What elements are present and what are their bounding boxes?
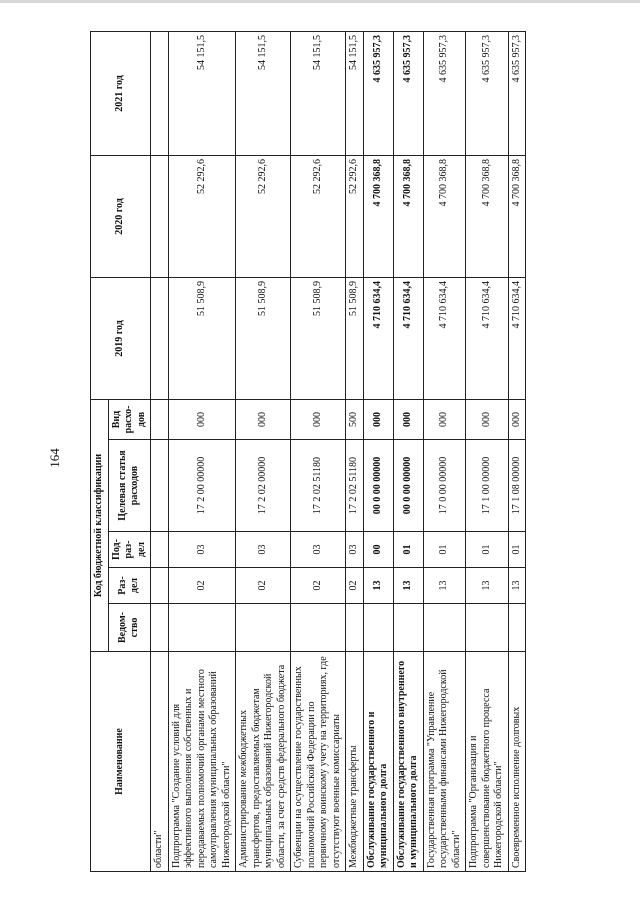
table-row [346,32,364,872]
cell-vid: 000 [423,400,466,440]
header-razdel: Раз-дел [108,568,151,604]
cell-2019 [151,278,169,400]
budget-table [90,31,526,872]
cell-2020: 4 700 368,8 [508,156,526,278]
cell-razdel: 13 [393,568,423,604]
cell-2020: 4 700 368,8 [363,156,393,278]
cell-razdel: 13 [363,568,393,604]
cell-celevaya: 17 1 08 00000 [508,440,526,532]
cell-podrazdel: 03 [346,532,364,568]
cell-2021: 54 151,5 [168,32,236,156]
header-name: Наименование [91,652,151,872]
cell-podrazdel: 00 [363,532,393,568]
cell-2021: 4 635 957,3 [393,32,423,156]
cell-vedomstvo [168,604,236,652]
cell-2021: 54 151,5 [236,32,291,156]
rotated-page [90,32,550,872]
cell-2020: 52 292,6 [168,156,236,278]
header-podrazdel: Под-раз-дел [108,532,151,568]
table-row [466,32,509,872]
cell-2020: 52 292,6 [346,156,364,278]
header-2021: 2021 год [91,32,151,156]
cell-razdel: 13 [466,568,509,604]
cell-2020 [151,156,169,278]
cell-razdel: 13 [508,568,526,604]
cell-celevaya: 17 2 00 00000 [168,440,236,532]
cell-2019: 4 710 634,4 [508,278,526,400]
cell-2021: 4 635 957,3 [508,32,526,156]
cell-celevaya: 17 1 00 00000 [466,440,509,532]
cell-2019: 51 508,9 [168,278,236,400]
cell-name: Обслуживание государственного внутреннего и муниципального долга [393,652,423,872]
cell-celevaya: 00 0 00 00000 [363,440,393,532]
cell-2020: 52 292,6 [236,156,291,278]
cell-vedomstvo [236,604,291,652]
table-row [508,32,526,872]
cell-vedomstvo [466,604,509,652]
scan-edge [0,0,640,3]
page-number: 164 [47,448,62,468]
cell-podrazdel [151,532,169,568]
cell-vedomstvo [423,604,466,652]
cell-2019: 51 508,9 [346,278,364,400]
cell-vedomstvo [508,604,526,652]
cell-name: Государственная программа "Управление государственными финансами Нижегородской области" [423,652,466,872]
cell-vedomstvo [291,604,346,652]
cell-name: Подпрограмма "Организация и совершенствование бюджетного процесса Нижегородской области" [466,652,509,872]
cell-2021 [151,32,169,156]
cell-vid: 000 [363,400,393,440]
table-row [168,32,236,872]
header-celevaya: Целевая статья расходов [108,440,151,532]
cell-name: Своевременное исполнение долговых [508,652,526,872]
table-row [291,32,346,872]
cell-podrazdel: 03 [168,532,236,568]
cell-celevaya: 00 0 00 00000 [393,440,423,532]
cell-vid: 000 [466,400,509,440]
cell-razdel: 02 [236,568,291,604]
cell-vid: 500 [346,400,364,440]
cell-razdel: 02 [346,568,364,604]
header-2019: 2019 год [91,278,151,400]
cell-vid [151,400,169,440]
cell-2019: 4 710 634,4 [423,278,466,400]
cell-celevaya: 17 2 02 00000 [236,440,291,532]
cell-name: Администрирование межбюджетных трансфертов, предоставляемых бюджетам муниципальных образований Нижегородской области, за счет средств федерального бюджета [236,652,291,872]
cell-2020: 52 292,6 [291,156,346,278]
cell-2021: 54 151,5 [291,32,346,156]
cell-celevaya: 17 2 02 51180 [291,440,346,532]
cell-2020: 4 700 368,8 [393,156,423,278]
cell-name: Межбюджетные трансферты [346,652,364,872]
cell-vid: 000 [291,400,346,440]
cell-podrazdel: 01 [466,532,509,568]
table-row [236,32,291,872]
cell-2020: 4 700 368,8 [423,156,466,278]
header-2020: 2020 год [91,156,151,278]
cell-razdel: 02 [168,568,236,604]
table-body [151,32,526,872]
cell-podrazdel: 01 [393,532,423,568]
cell-podrazdel: 03 [291,532,346,568]
cell-razdel: 13 [423,568,466,604]
cell-vid: 000 [236,400,291,440]
cell-2019: 4 710 634,4 [363,278,393,400]
cell-razdel [151,568,169,604]
cell-vedomstvo [346,604,364,652]
cell-vedomstvo [363,604,393,652]
cell-2019: 51 508,9 [291,278,346,400]
cell-2019: 4 710 634,4 [393,278,423,400]
cell-2021: 4 635 957,3 [466,32,509,156]
cell-name: Обслуживание государственного и муниципального долга [363,652,393,872]
header-vedomstvo: Ведом-ство [108,604,151,652]
cell-vid: 000 [393,400,423,440]
cell-name: области" [151,652,169,872]
cell-vedomstvo [151,604,169,652]
cell-2021: 54 151,5 [346,32,364,156]
cell-podrazdel: 01 [508,532,526,568]
cell-2019: 51 508,9 [236,278,291,400]
header-vid: Вид расхо-дов [108,400,151,440]
cell-razdel: 02 [291,568,346,604]
cell-2020: 4 700 368,8 [466,156,509,278]
cell-name: Субвенции на осуществление государственных полномочий Российской Федерации по первичному воинскому учету на территориях, где отсутствуют военные комиссариаты [291,652,346,872]
cell-vedomstvo [393,604,423,652]
cell-vid: 000 [168,400,236,440]
cell-podrazdel: 01 [423,532,466,568]
cell-vid: 000 [508,400,526,440]
table-row [363,32,393,872]
cell-2021: 4 635 957,3 [423,32,466,156]
cell-2019: 4 710 634,4 [466,278,509,400]
cell-celevaya: 17 0 00 00000 [423,440,466,532]
table-row [151,32,169,872]
cell-celevaya [151,440,169,532]
header-code-group: Код бюджетной классификации [91,400,109,652]
cell-name: Подпрограмма "Создание условий для эффективного выполнения собственных и передаваемых полномочий органами местного самоуправления муниципальных образований Нижегородской области" [168,652,236,872]
cell-podrazdel: 03 [236,532,291,568]
cell-celevaya: 17 2 02 51180 [346,440,364,532]
cell-2021: 4 635 957,3 [363,32,393,156]
table-row [423,32,466,872]
table-row [393,32,423,872]
